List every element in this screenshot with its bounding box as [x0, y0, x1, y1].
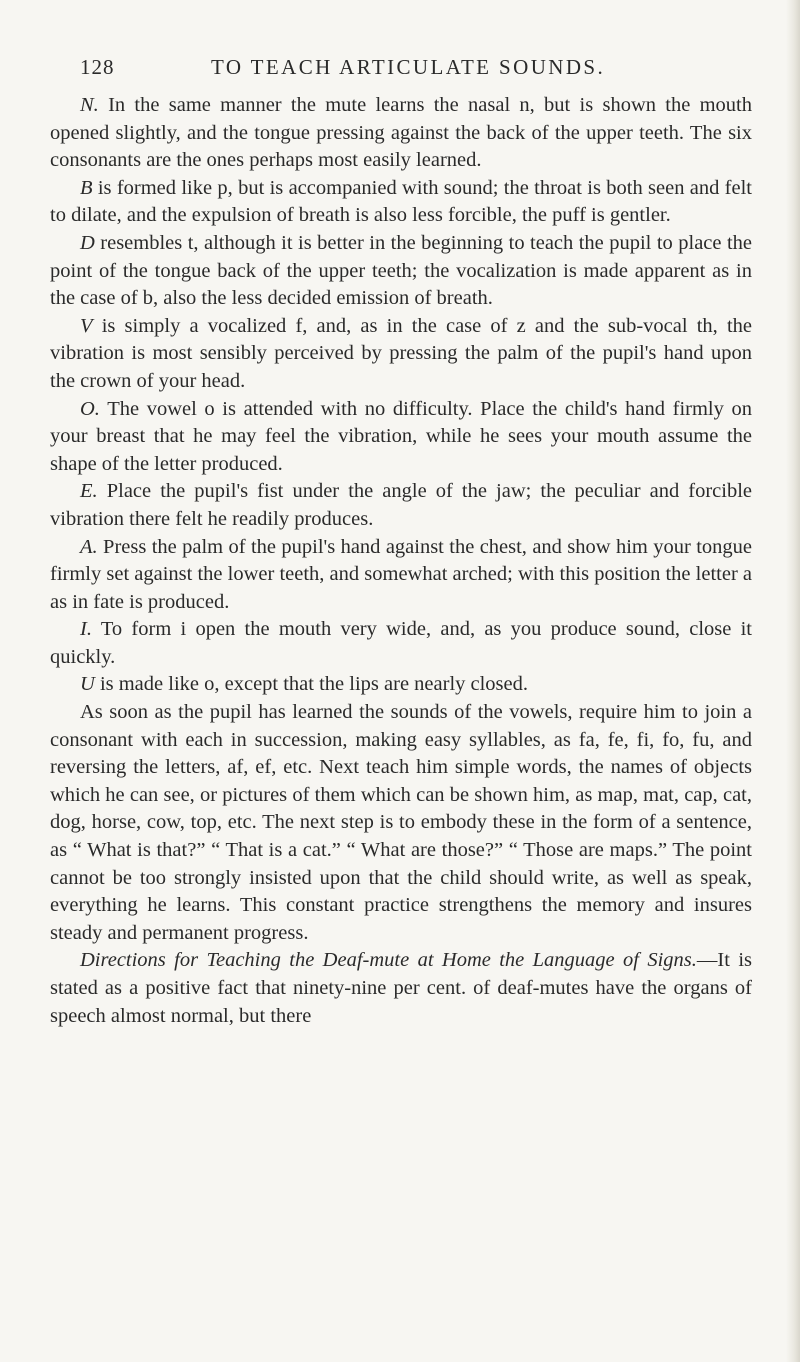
paragraph-o	[50, 396, 752, 479]
page-number: 128	[80, 55, 115, 79]
paragraph-n	[50, 92, 752, 175]
paragraph-text: The vowel o is attended with no difficulty. Place the child's hand firmly on your breast that he may feel the vibration, while he sees your mouth assume the shape of the letter produced.	[50, 397, 752, 475]
paragraph-lead: A.	[80, 535, 98, 558]
paragraph-lead: O.	[80, 397, 100, 420]
paragraph-text: As soon as the pupil has learned the sounds of the vowels, require him to join a consonant with each in succession, making easy syllables, as fa, fe, fi, fo, fu, and reversing the letters, af, ef, etc. Next teach him simple words, the names of objects which he can see, or pictures of them which can be shown him, as map, mat, cap, cat, dog, horse, cow, top, etc. The next step is to embody these in the form of a sentence, as “ What is that?” “ That is a cat.” “ What are those?” “ Those are maps.” The point cannot be too strongly insisted upon that the child should write, as well as speak, everything he learns. This constant practice strengthens the memory and insures steady and permanent progress.	[50, 701, 752, 944]
paragraph-text: resembles t, although it is better in the beginning to teach the pupil to place the point of the tongue back of the upper teeth; the vocalization is made apparent as in the case of b, also the less decided emission of breath.	[50, 231, 752, 310]
paragraph-text: Press the palm of the pupil's hand against the chest, and show him your tongue firmly set against the lower teeth, and somewhat arched; with this position the letter a as in fate is produced.	[50, 535, 752, 613]
paragraph-v	[50, 313, 752, 396]
paragraph-a	[50, 534, 752, 617]
paragraph-lead: E.	[80, 480, 98, 503]
paragraph-directions	[50, 947, 752, 1030]
paragraph-text: To form i open the mouth very wide, and, as you produce sound, close it quickly.	[50, 618, 752, 668]
paragraph-text: Place the pupil's fist under the angle of the jaw; the peculiar and forcible vibration there felt he readily produces.	[50, 480, 752, 530]
paragraph-lead: I.	[80, 618, 92, 641]
paragraph-text: is made like o, except that the lips are nearly closed.	[94, 673, 529, 696]
page-edge-shadow	[786, 0, 800, 1362]
paragraph-text: is simply a vocalized f, and, as in the case of z and the sub-vocal th, the vibration is most sensibly perceived by pressing the palm of the pupil's hand upon the crown of your head.	[50, 314, 752, 392]
paragraph-text: In the same manner the mute learns the nasal n, but is shown the mouth opened slightly, and the tongue pressing against the back of the upper teeth. The six consonants are the ones perhaps most easily learned.	[50, 94, 752, 172]
running-header	[80, 55, 760, 85]
paragraph-lead: N.	[80, 94, 99, 116]
paragraph-lead: D	[80, 231, 95, 254]
paragraph-lead: U	[80, 673, 95, 696]
page-body	[50, 92, 752, 1030]
paragraph-d	[50, 230, 752, 313]
paragraph-b	[50, 175, 752, 230]
paragraph-text: is formed like p, but is accompanied with sound; the throat is both seen and felt to dilate, and the expulsion of breath is also less forcible, the puff is gentler.	[50, 176, 752, 227]
paragraph-text: —It is stated as a positive fact that ninety-nine per cent. of deaf-mutes have the organs of speech almost normal, but there	[50, 949, 752, 1027]
paragraph-lead: B	[80, 176, 93, 199]
section-heading: Directions for Teaching the Deaf-mute at Home the Language of Signs.	[80, 949, 697, 972]
paragraph-lead: V	[80, 314, 93, 337]
paragraph-u	[50, 671, 752, 699]
running-title: TO TEACH ARTICULATE SOUNDS.	[211, 55, 606, 79]
paragraph-e	[50, 478, 752, 533]
paragraph-syllables	[50, 699, 752, 947]
paragraph-i	[50, 616, 752, 671]
